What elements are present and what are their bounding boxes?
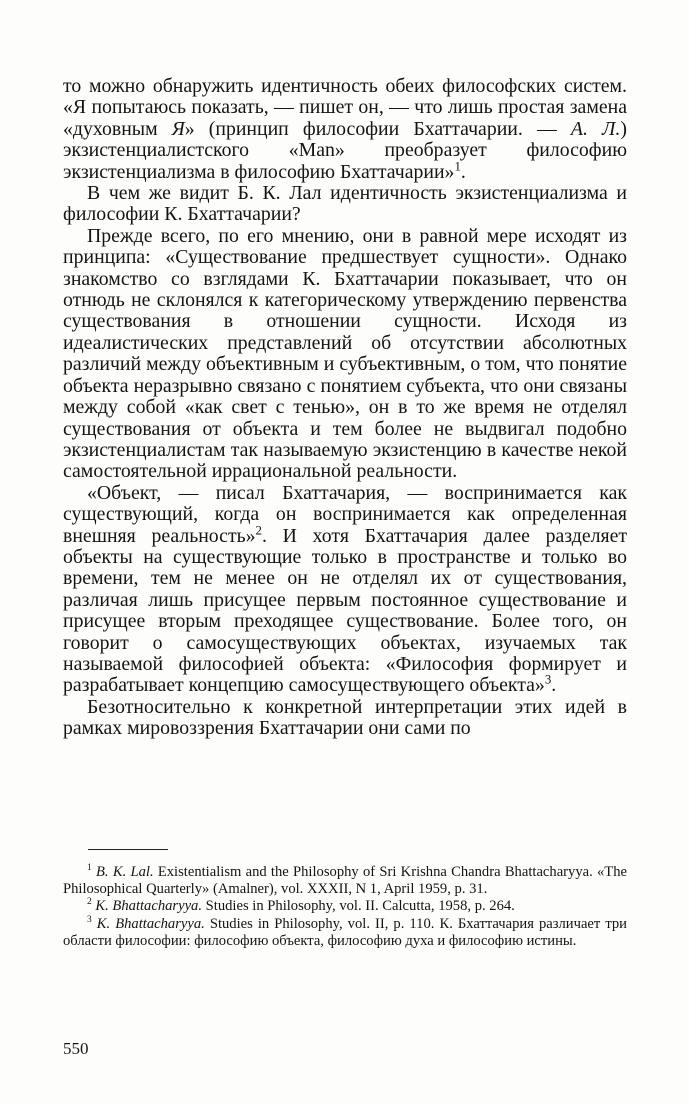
footnote-ref: 1: [87, 863, 92, 874]
italic-text: Я: [171, 117, 185, 140]
italic-text: А. Л.: [570, 117, 621, 140]
paragraph-4: «Объект, — писал Бхаттачария, — воспринимается как существующий, когда он воспринимается как определенная внешняя реальность»$^2$. И хотя Бхаттачария далее разделяет объекты на существующие только в пространстве и только во времени, тем не менее он не отделял их от существования, различая лишь присущее первым постоянное существование и присущее вторым преходящее существование. Более того, он говорит о самосуществующих объектах, изучаемых так называемой философией объекта: «Философия формирует и разрабатывает концепцию самосуществующего объекта»$^3$.: [63, 481, 628, 697]
footnote-divider: [88, 849, 168, 850]
footnote-2: $^2$ K. Bhattacharyya. Studies in Philosophy, vol. II. Calcutta, 1958, p. 264.: [87, 897, 515, 915]
footnote-ref: 3: [544, 672, 552, 687]
footnotes: [63, 864, 627, 950]
footnote-3: $^3$ K. Bhattacharyya. Studies in Philosophy, vol. II, p. 110. К. Бхаттачария различает три области философии: философию объекта, философию духа и философию истины.: [63, 914, 627, 949]
main-text: [63, 76, 627, 740]
page-number: 550: [63, 1039, 89, 1058]
footnote-1: $^1$ B. K. Lal. Existentialism and the Philosophy of Sri Krishna Chandra Bhattacharyya. «The Philosophical Quarterly» (Amalner), vol. XXXII, N 1, April 1959, p. 31.: [63, 863, 627, 898]
paragraph-5: Безотносительно к конкретной интерпретации этих идей в рамках мировоззрения Бхаттачарии они сами по: [63, 695, 627, 740]
footnote-ref: 2: [87, 897, 92, 908]
footnote-ref: 3: [87, 914, 92, 925]
footnote-ref: 1: [454, 159, 461, 174]
italic-text: K. Bhattacharyya.: [96, 915, 205, 932]
paragraph-1: то можно обнаружить идентичность обеих философских систем. «Я попытаюсь показать, — пишет он, — что лишь простая замена «духовным Я» (принцип философии Бхаттачарии. — А. Л.) экзистенциалистского «Man» преобразует философию экзистенциализма в философию Бхаттачарии»$^1$.: [63, 75, 627, 183]
italic-text: K. Bhattacharyya.: [95, 898, 203, 915]
paragraph-3: Прежде всего, по его мнению, они в равной мере исходят из принципа: «Существование предшествует сущности». Однако знакомство со взглядами К. Бхаттачарии показывает, что он отнюдь не склонялся к категорическому утверждению первенства существования в отношении сущности. Исходя из идеалистических представлений об отсутствии абсолютных различий между объективным и субъективным, о том, что понятие объекта неразрывно связано с понятием субъекта, что они связаны между собой «как свет с тенью», он в то же время не отделял существования от объекта и тем более не выдвигал подобно экзистенциалистам так называемую экзистенцию в качестве некой самостоятельной иррациональной реальности.: [63, 224, 627, 483]
paragraph-2: В чем же видит Б. К. Лал идентичность экзистенциализма и философии К. Бхаттачарии?: [63, 182, 627, 226]
footnote-ref: 2: [255, 522, 262, 537]
italic-text: B. K. Lal.: [96, 864, 154, 880]
